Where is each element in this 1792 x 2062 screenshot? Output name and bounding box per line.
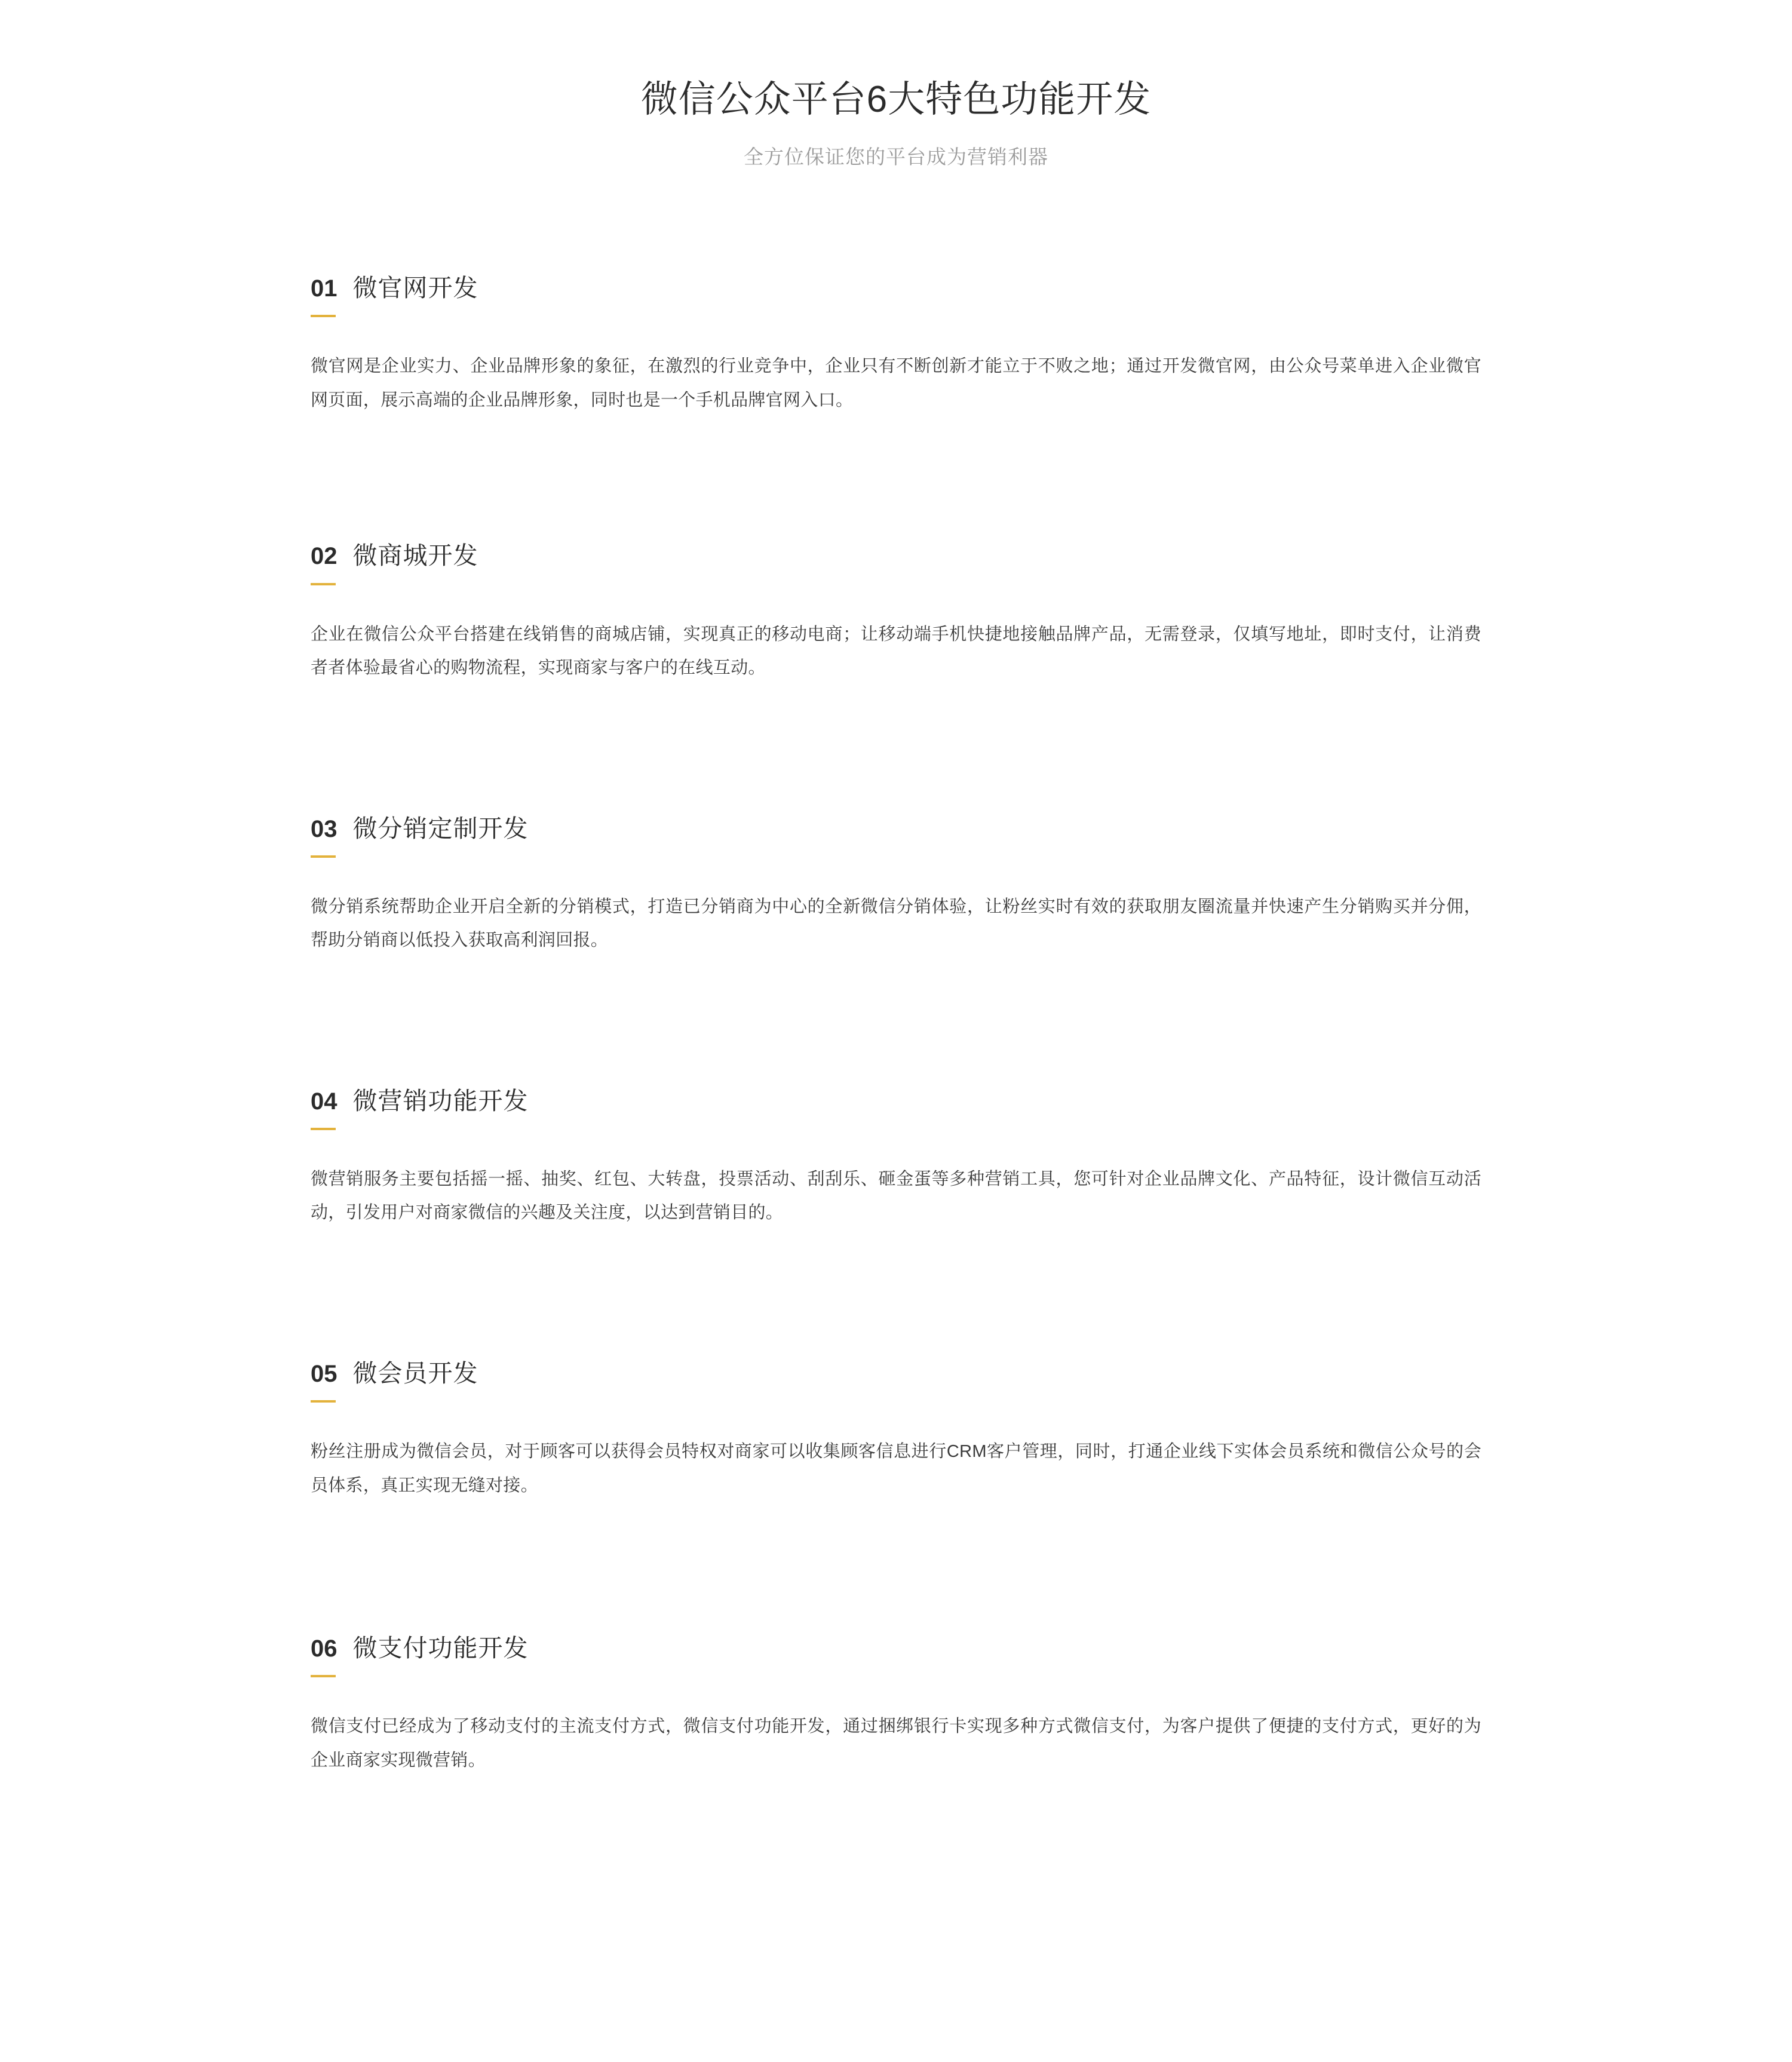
accent-underline [311,315,336,317]
feature-description: 粉丝注册成为微信会员，对于顾客可以获得会员特权对商家可以收集顾客信息进行CRM客户管理，同时，打通企业线下实体会员系统和微信公众号的会员体系，真正实现无缝对接。 [311,1442,1481,1495]
accent-underline [311,583,336,585]
feature-heading [311,1635,1481,1662]
accent-underline [311,1128,336,1130]
feature-title: 微分销定制开发 [352,814,529,842]
feature-description: 微官网是企业实力、企业品牌形象的象征，在激烈的行业竞争中，企业只有不断创新才能立于不败之地；通过开发微官网，由公众号菜单进入企业微官网页面，展示高端的企业品牌形象，同时也是一个手机品牌官网入口。 [311,357,1481,410]
page-subtitle: 全方位保证您的平台成为营销利器 [744,146,1048,168]
page-header [0,0,1792,170]
feature-title: 微支付功能开发 [352,1634,529,1662]
accent-underline [311,1675,336,1677]
feature-number: 01 [311,275,337,302]
feature-title: 微营销功能开发 [352,1087,529,1115]
feature-list [0,275,1792,1777]
feature-description: 微分销系统帮助企业开启全新的分销模式，打造已分销商为中心的全新微信分销体验，让粉丝实时有效的获取朋友圈流量并快速产生分销购买并分佣，帮助分销商以低投入获取高利润回报。 [311,897,1481,950]
page-title: 微信公众平台6大特色功能开发 [640,79,1152,120]
feature-description: 企业在微信公众平台搭建在线销售的商城店铺，实现真正的移动电商；让移动端手机快捷地接触品牌产品，无需登录，仅填写地址，即时支付，让消费者者体验最省心的购物流程，实现商家与客户的在线互动。 [311,624,1481,678]
feature-number: 06 [311,1636,337,1662]
feature-title: 微商城开发 [352,542,478,570]
feature-title: 微会员开发 [352,1360,478,1388]
feature-item [311,815,1481,958]
accent-underline [311,855,336,858]
feature-heading [311,275,1481,302]
feature-item [311,275,1481,417]
feature-item [311,1360,1481,1502]
feature-title: 微官网开发 [352,274,478,302]
feature-item [311,1635,1481,1777]
feature-heading [311,1088,1481,1115]
feature-number: 04 [311,1088,337,1115]
feature-heading [311,815,1481,842]
feature-heading [311,542,1481,569]
feature-number: 02 [311,543,337,570]
feature-heading [311,1360,1481,1387]
feature-description: 微信支付已经成为了移动支付的主流支付方式，微信支付功能开发，通过捆绑银行卡实现多种方式微信支付，为客户提供了便捷的支付方式，更好的为企业商家实现微营销。 [311,1717,1481,1770]
feature-item [311,542,1481,685]
feature-item [311,1088,1481,1230]
feature-description: 微营销服务主要包括摇一摇、抽奖、红包、大转盘，投票活动、刮刮乐、砸金蛋等多种营销工具，您可针对企业品牌文化、产品特征，设计微信互动活动，引发用户对商家微信的兴趣及关注度，以达到营销目的。 [311,1169,1481,1223]
feature-number: 05 [311,1361,337,1388]
feature-number: 03 [311,815,337,842]
accent-underline [311,1400,336,1403]
